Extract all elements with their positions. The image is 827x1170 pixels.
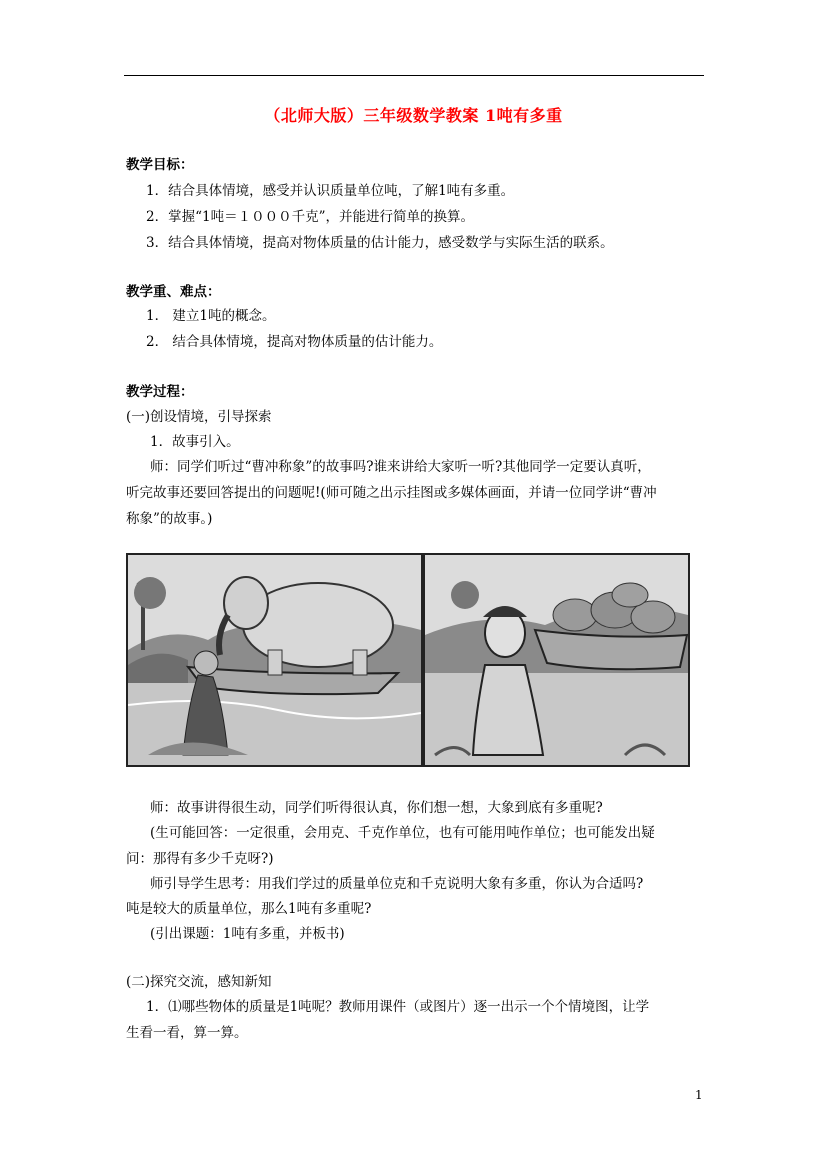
process-item: 1．故事引入。 <box>150 434 240 450</box>
goal-item: 2．掌握“1吨＝１０００千克”，并能进行简单的换算。 <box>146 209 474 225</box>
goals-heading: 教学目标： <box>126 157 194 173</box>
paragraph-line: 吨是较大的质量单位，那么1吨有多重呢? <box>126 901 372 917</box>
paragraph-line: (引出课题：1吨有多重，并板书) <box>150 926 345 942</box>
goal-item: 3．结合具体情境，提高对物体质量的估计能力，感受数学与实际生活的联系。 <box>146 235 614 251</box>
header-rule <box>124 75 704 76</box>
section-heading: (一)创设情境，引导探索 <box>126 409 272 425</box>
paragraph-line: 问：那得有多少千克呀?) <box>126 851 274 867</box>
paragraph-line: 称象”的故事。) <box>126 511 213 527</box>
paragraph-line: 师引导学生思考：用我们学过的质量单位克和千克说明大象有多重，你认为合适吗? <box>150 876 644 892</box>
paragraph-line: 生看一看，算一算。 <box>126 1025 248 1041</box>
paragraph-line: 师：故事讲得很生动，同学们听得很认真，你们想一想，大象到底有多重呢? <box>150 800 603 816</box>
process-heading: 教学过程： <box>126 384 194 400</box>
section-heading: (二)探究交流，感知新知 <box>126 974 272 990</box>
paragraph-line: (生可能回答：一定很重，会用克、千克作单位，也有可能用吨作单位；也可能发出疑 <box>150 825 655 841</box>
cao-chong-illustration <box>126 553 690 767</box>
key-point-item: 1． 建立1吨的概念。 <box>146 308 276 324</box>
goal-item: 1．结合具体情境，感受并认识质量单位吨，了解1吨有多重。 <box>146 183 515 199</box>
stones-on-boat-picture <box>425 555 688 765</box>
key-point-item: 2． 结合具体情境，提高对物体质量的估计能力。 <box>146 334 443 350</box>
elephant-on-boat-picture <box>128 555 421 765</box>
paragraph-line: 1．⑴哪些物体的质量是1吨呢？教师用课件（或图片）逐一出示一个个情境图，让学 <box>146 999 650 1015</box>
page-title: （北师大版）三年级数学教案 1吨有多重 <box>264 106 563 125</box>
page-number: 1 <box>695 1088 703 1102</box>
paragraph-line: 听完故事还要回答提出的问题呢!(师可随之出示挂图或多媒体画面，并请一位同学讲“曹冲 <box>126 485 657 501</box>
key-points-heading: 教学重、难点： <box>126 284 221 300</box>
paragraph-line: 师：同学们听过“曹冲称象”的故事吗?谁来讲给大家听一听?其他同学一定要认真听， <box>150 459 651 475</box>
